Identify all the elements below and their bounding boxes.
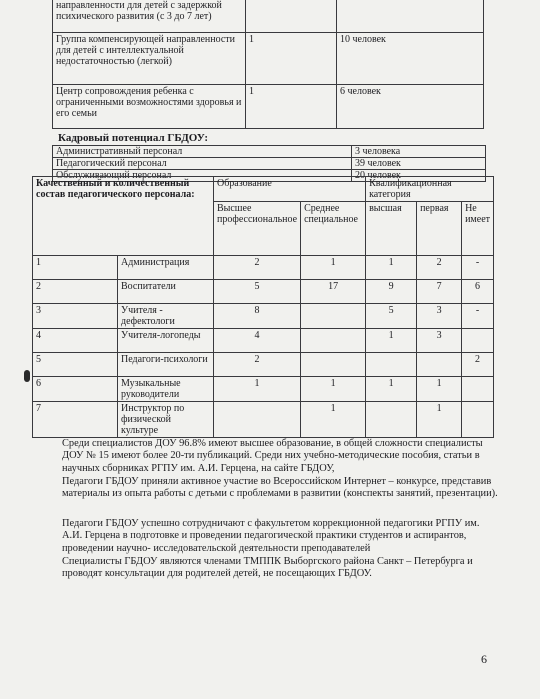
table-row: [33, 377, 494, 402]
table-cell: -: [462, 304, 494, 329]
table-cell: 20 человек: [352, 170, 486, 182]
table-cell: Центр сопровождения ребенка с ограниченными возможностями здоровья и его семьи: [53, 85, 246, 129]
table-cell: 4: [213, 329, 300, 353]
paragraph: Педагоги ГБДОУ приняли активное участие во Всероссийском Интернет – конкурсе, представив материалы из опыта работы с детьми с проблемами в развитии (конспекты занятий, презентации).: [62, 476, 498, 500]
table-row: [53, 85, 484, 129]
table-cell: [246, 0, 337, 33]
table-cell: 3 человека: [352, 146, 486, 158]
row-number: 3: [33, 304, 118, 329]
row-number: 4: [33, 329, 118, 353]
table-cell: Группа компенсирующей направленности для детей с интеллектуальной недостаточностью (легкой): [53, 33, 246, 85]
table-cell: 3: [417, 329, 462, 353]
table-cell: 5: [366, 304, 417, 329]
row-title: Учителя - дефектологи: [118, 304, 214, 329]
table-cell: 1: [301, 256, 366, 280]
table-cell: [462, 402, 494, 438]
staff-heading: Кадровый потенциал ГБДОУ:: [58, 132, 209, 144]
table-cell: 10 человек: [337, 33, 484, 85]
staff-composition-table: [32, 176, 494, 438]
table-row: [33, 256, 494, 280]
table-cell: [417, 353, 462, 377]
table-cell: 39 человек: [352, 158, 486, 170]
groups-table: [52, 0, 484, 129]
binder-hole-mark: [24, 370, 30, 382]
paragraph: Специалисты ГБДОУ являются членами ТМППК Выборгского района Санкт – Петербурга и проводят консультации для родителей детей, не посещающих ГБДОУ.: [62, 556, 473, 580]
table-cell: 2: [213, 256, 300, 280]
row-number: 2: [33, 280, 118, 304]
table-cell: 17: [301, 280, 366, 304]
table-cell: [462, 377, 494, 402]
table-row: [33, 304, 494, 329]
table-cell: направленности для детей с задержкой психического развития (с 3 до 7 лет): [53, 0, 246, 33]
table-cell: 2: [462, 353, 494, 377]
table-cell: 1: [417, 377, 462, 402]
sub-header: первая: [417, 202, 462, 256]
table-cell: 1: [366, 329, 417, 353]
table-cell: 1: [301, 402, 366, 438]
table-cell: 1: [301, 377, 366, 402]
row-title: Инструктор по физической культуре: [118, 402, 214, 438]
table-row: [53, 146, 486, 158]
row-number: 6: [33, 377, 118, 402]
row-title: Педагоги-психологи: [118, 353, 214, 377]
row-number: 5: [33, 353, 118, 377]
table-row: [33, 329, 494, 353]
table-cell: 3: [417, 304, 462, 329]
sub-header: Высшее профессиональное: [213, 202, 300, 256]
table-row: [33, 402, 494, 438]
table-cell: [301, 353, 366, 377]
table-row: [53, 0, 484, 33]
table-cell: 8: [213, 304, 300, 329]
table-cell: [366, 402, 417, 438]
table-cell: -: [462, 256, 494, 280]
education-header: Образование: [213, 177, 365, 202]
sub-header: Среднее специальное: [301, 202, 366, 256]
table-cell: [213, 402, 300, 438]
table-cell: 1: [213, 377, 300, 402]
paragraph: Среди специалистов ДОУ 96.8% имеют высшее образование, в общей сложности специалисты ДОУ № 15 имеют более 20-ти публикаций. Среди них учебно-методические пособия, статьи в научных сборниках РГПУ им. А.И. Герцена, на сайте ГБДОУ,: [62, 438, 483, 474]
paragraph: Педагоги ГБДОУ успешно сотрудничают с факультетом коррекционной педагогики РГПУ им. А.И. Герцена в подготовке и проведении педагогической практики студентов и аспирантов, проведении научно- исследовательской деятельности преподавателей: [62, 518, 480, 554]
table-cell: [301, 304, 366, 329]
table-cell: 1: [417, 402, 462, 438]
row-title: Музыкальные руководители: [118, 377, 214, 402]
page-number: 6: [481, 652, 487, 666]
sub-header: Не имеет: [462, 202, 494, 256]
table-cell: [337, 0, 484, 33]
table-cell: Обслуживающий персонал: [53, 170, 352, 182]
table-cell: 1: [366, 256, 417, 280]
row-title: Воспитатели: [118, 280, 214, 304]
sub-header: высшая: [366, 202, 417, 256]
table-row: [33, 353, 494, 377]
table-cell: 2: [213, 353, 300, 377]
table-cell: Административный персонал: [53, 146, 352, 158]
table-cell: 6: [462, 280, 494, 304]
row-title: Администрация: [118, 256, 214, 280]
table-row: [53, 33, 484, 85]
table-cell: 1: [366, 377, 417, 402]
table-cell: 7: [417, 280, 462, 304]
table-cell: 2: [417, 256, 462, 280]
row-number: 1: [33, 256, 118, 280]
corner-header: Качественный и количественный состав педагогического персонала:: [33, 177, 214, 256]
row-number: 7: [33, 402, 118, 438]
table-row: [33, 280, 494, 304]
table-cell: [462, 329, 494, 353]
table-cell: 9: [366, 280, 417, 304]
table-cell: 5: [213, 280, 300, 304]
table-cell: [301, 329, 366, 353]
table-cell: 1: [246, 33, 337, 85]
table-header-row: [33, 177, 494, 202]
table-cell: Педагогический персонал: [53, 158, 352, 170]
table-cell: 6 человек: [337, 85, 484, 129]
table-cell: [366, 353, 417, 377]
table-row: [53, 158, 486, 170]
table-cell: 1: [246, 85, 337, 129]
qualification-header: Квалификационная категория: [366, 177, 494, 202]
row-title: Учителя-логопеды: [118, 329, 214, 353]
